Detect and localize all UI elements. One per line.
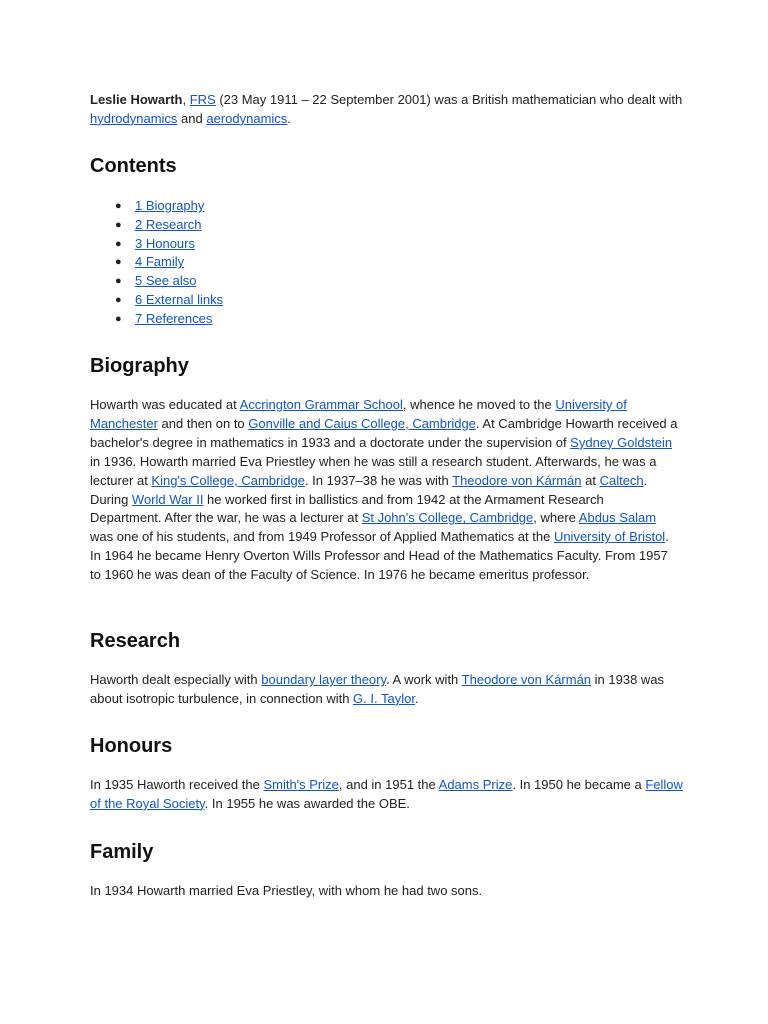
bullet-icon: ● [115,218,122,231]
toc-item [90,291,223,310]
subject-name: Leslie Howarth [90,92,183,107]
research-text: in 1938 was about isotropic turbulence, in connection with [90,672,665,706]
honours-text: . In 1950 he became a [512,777,646,792]
bio-text: , whence he moved to the [402,397,556,412]
toc-link-references[interactable]: 7 References [135,310,213,326]
honours-text: , and in 1951 the [338,777,439,792]
honours-text: In 1935 Haworth received the [90,777,264,792]
research-text: . A work with [386,672,462,687]
honours-text: . In 1955 he was awarded the OBE. [204,795,410,811]
theodore-von-karman-link[interactable]: Theodore von Kármán [452,472,582,488]
bio-text: in 1936. Howarth married Eva Priestley when he was still a research student. Afterwards, he was a lecturer at [90,453,657,488]
bio-text: , where [533,510,579,526]
bullet-icon: ● [115,200,122,212]
bullet-icon: ● [115,293,122,306]
frs-link[interactable]: FRS [189,92,216,107]
adams-prize-link[interactable]: Adams Prize [438,777,513,792]
accrington-grammar-school-link[interactable]: Accrington Grammar School [239,397,403,412]
toc-item [90,272,223,291]
research-text: . [414,690,419,706]
research-heading: Research [90,630,181,652]
honours-heading: Honours [90,735,173,757]
bio-text: . In 1937–38 he was with [304,472,453,488]
hydrodynamics-link[interactable]: hydrodynamics [90,110,178,126]
bio-text: was one of his students, and from 1949 Professor of Applied Mathematics at the [90,529,554,545]
bullet-icon: ● [115,275,122,288]
abdus-salam-link[interactable]: Abdus Salam [578,510,657,526]
toc-item [90,197,223,216]
biography-heading: Biography [90,355,189,377]
lead-text: and [177,110,207,126]
boundary-layer-theory-link[interactable]: boundary layer theory [261,672,387,687]
toc-link-research[interactable]: 2 Research [135,216,202,232]
university-of-manchester-link[interactable]: University of Manchester [90,397,627,431]
university-of-bristol-link[interactable]: University of Bristol [553,529,666,545]
bio-text: . In 1964 he became Henry Overton Wills Professor and Head of the Mathematics Faculty. From 1957 to 1960 he was dean of the Faculty of Science. In 1976 he became emeritus professor. [90,529,669,583]
toc-link-honours[interactable]: 3 Honours [135,235,195,251]
bullet-icon: ● [115,312,122,325]
bullet-icon: ● [115,237,122,250]
caltech-link[interactable]: Caltech [599,472,644,488]
research-text: Haworth dealt especially with [90,672,262,687]
biography-paragraph [90,396,678,585]
family-paragraph: In 1934 Howarth married Eva Priestley, with whom he had two sons. [90,883,483,898]
toc-link-external-links[interactable]: 6 External links [135,291,224,307]
toc-item [90,253,223,272]
fellow-royal-society-link[interactable]: Fellow of the Royal Society [90,777,683,811]
bullet-icon: ● [115,256,122,269]
world-war-ii-link[interactable]: World War II [131,491,204,507]
gonville-and-caius-link[interactable]: Gonville and Caius College, Cambridge [248,415,476,431]
lead-text: , [182,92,190,107]
research-paragraph [90,671,690,709]
honours-paragraph [90,776,690,814]
sydney-goldstein-link[interactable]: Sydney Goldstein [570,434,673,450]
lead-text: . [287,110,291,126]
bio-text: . At Cambridge Howarth received a bachelor's degree in mathematics in 1933 and a doctorate under the supervision of [90,415,678,450]
lead-paragraph [90,91,690,129]
st-johns-college-link[interactable]: St John's College, Cambridge [361,510,534,526]
toc-link-family[interactable]: 4 Family [135,254,185,270]
bio-text: Howarth was educated at [90,397,240,412]
kings-college-link[interactable]: King's College, Cambridge [151,472,305,488]
toc-item [90,216,223,235]
bio-text: he worked first in ballistics and from 1942 at the Armament Research Department. After the war, he was a lecturer at [90,491,604,526]
toc-link-biography[interactable]: 1 Biography [135,198,205,213]
lead-text: (23 May 1911 – 22 September 2001) was a British mathematician who dealt with [215,92,683,107]
aerodynamics-link[interactable]: aerodynamics [206,110,288,126]
family-heading: Family [90,841,154,863]
bio-text: . During [90,472,648,507]
gi-taylor-link[interactable]: G. I. Taylor [353,690,415,706]
toc-link-see-also[interactable]: 5 See also [135,273,197,289]
toc-item [90,235,223,254]
toc-item [90,310,223,329]
contents-heading: Contents [90,155,177,177]
smiths-prize-link[interactable]: Smith's Prize [263,777,339,792]
table-of-contents [90,197,223,329]
bio-text: at [581,472,600,488]
bio-text: and then on to [157,415,249,431]
theodore-von-karman-link[interactable]: Theodore von Kármán [461,672,592,687]
